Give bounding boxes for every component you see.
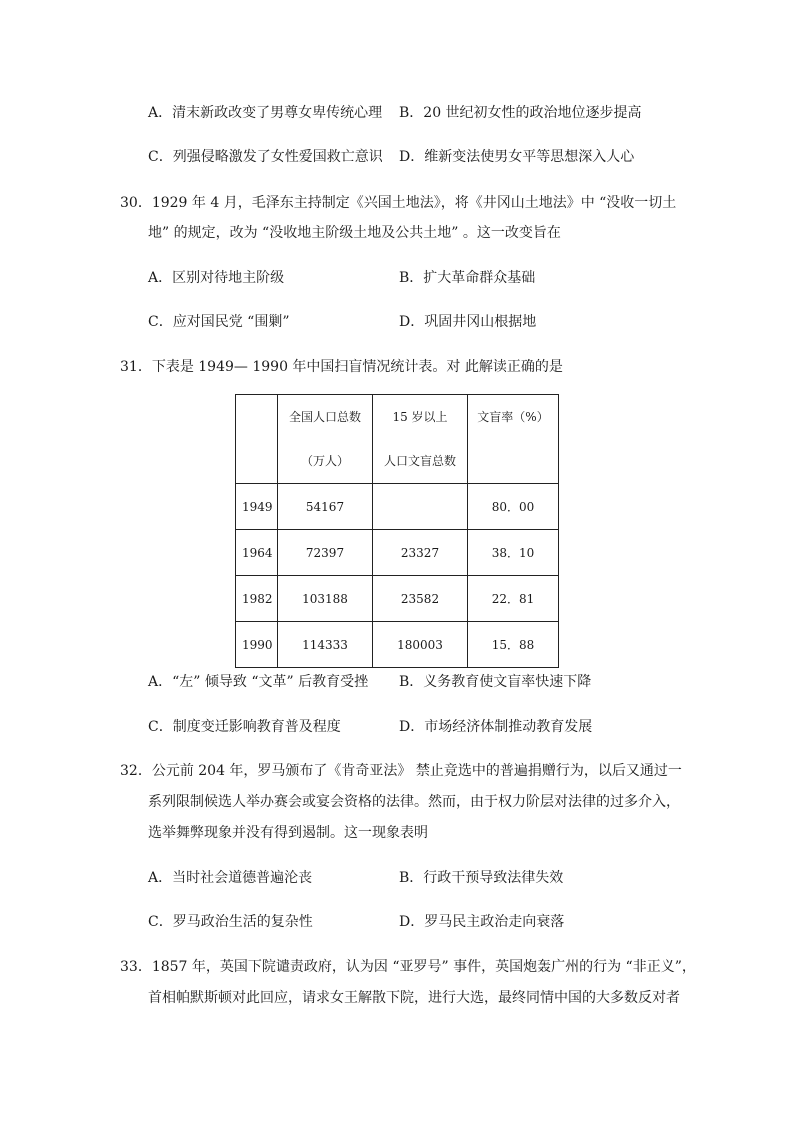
cell-year: 1964 <box>236 530 278 576</box>
table-row <box>236 530 559 576</box>
table-corner-cell <box>236 395 278 484</box>
table-row <box>236 576 559 622</box>
q32-stem-line-3: 选举舞弊现象并没有得到遏制。这一现象表明 <box>148 825 428 841</box>
cell-population: 54167 <box>278 484 373 530</box>
cell-illiterate: 180003 <box>373 622 468 668</box>
q32-option-a: A．当时社会道德普遍沦丧 <box>148 870 313 886</box>
cell-rate: 38．10 <box>468 530 559 576</box>
q32-option-b: B．行政干预导致法律失效 <box>399 870 564 886</box>
q31-stem-line-1: 31．下表是 1949— 1990 年中国扫盲情况统计表。对 此解读正确的是 <box>120 359 563 375</box>
header-population: 全国人口总数 （万人） <box>278 395 373 484</box>
q32-stem-line-2: 系列限制候选人举办赛会或宴会资格的法律。然而，由于权力阶层对法律的过多介入， <box>148 794 680 810</box>
cell-rate: 22．81 <box>468 576 559 622</box>
cell-year: 1990 <box>236 622 278 668</box>
header-illiterate: 15 岁以上 人口文盲总数 <box>373 395 468 484</box>
q33-stem-line-1: 33．1857 年，英国下院谴责政府，认为因 “亚罗号” 事件，英国炮轰广州的行为 “非正义”， <box>120 959 696 975</box>
q32-option-d: D．罗马民主政治走向衰落 <box>399 914 565 930</box>
literacy-stats-table <box>235 394 559 668</box>
q33-stem-line-2: 首相帕默斯顿对此回应，请求女王解散下院，进行大选，最终同情中国的大多数反对者 <box>148 990 680 1006</box>
q29-option-a: A．清末新政改变了男尊女卑传统心理 <box>148 105 383 121</box>
q30-option-d: D．巩固井冈山根据地 <box>399 314 537 330</box>
q30-option-c: C．应对国民党 “围剿” <box>148 314 290 330</box>
cell-population: 103188 <box>278 576 373 622</box>
q32-stem-line-1: 32．公元前 204 年，罗马颁布了《肯奇亚法》 禁止竞选中的普遍捐赠行为，以后又通过一 <box>120 763 682 779</box>
cell-population: 72397 <box>278 530 373 576</box>
cell-illiterate <box>373 484 468 530</box>
table-row <box>236 622 559 668</box>
q30-stem-line-1: 30．1929 年 4 月，毛泽东主持制定《兴国土地法》，将《井冈山土地法》中 “没收一切土 <box>120 195 677 211</box>
table-header-row <box>236 395 559 484</box>
cell-population: 114333 <box>278 622 373 668</box>
q30-option-b: B．扩大革命群众基础 <box>399 270 536 286</box>
q31-option-d: D．市场经济体制推动教育发展 <box>399 719 593 735</box>
cell-year: 1949 <box>236 484 278 530</box>
q29-option-b: B．20 世纪初女性的政治地位逐步提高 <box>399 105 642 121</box>
q30-stem-line-2: 地” 的规定，改为 “没收地主阶级土地及公共土地” 。这一改变旨在 <box>148 225 561 241</box>
q29-option-c: C．列强侵略激发了女性爱国救亡意识 <box>148 149 383 165</box>
q30-option-a: A．区别对待地主阶级 <box>148 270 285 286</box>
q32-option-c: C．罗马政治生活的复杂性 <box>148 914 313 930</box>
q31-option-c: C．制度变迁影响教育普及程度 <box>148 719 341 735</box>
table-row <box>236 484 559 530</box>
q31-option-a: A．“左” 倾导致 “文革” 后教育受挫 <box>148 674 369 690</box>
cell-rate: 15．88 <box>468 622 559 668</box>
cell-illiterate: 23582 <box>373 576 468 622</box>
cell-rate: 80．00 <box>468 484 559 530</box>
cell-illiterate: 23327 <box>373 530 468 576</box>
cell-year: 1982 <box>236 576 278 622</box>
q29-option-d: D．维新变法使男女平等思想深入人心 <box>399 149 635 165</box>
header-rate: 文盲率（%） <box>468 395 559 484</box>
q31-option-b: B．义务教育使文盲率快速下降 <box>399 674 592 690</box>
